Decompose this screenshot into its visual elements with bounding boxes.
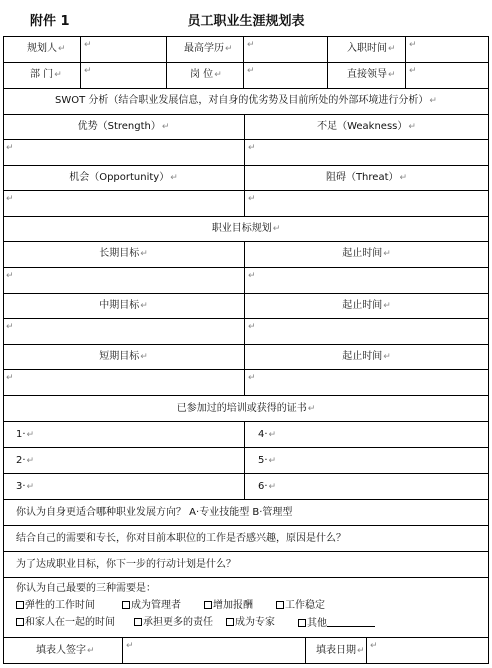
education-label: 最高学历↵: [184, 43, 233, 54]
needs-option-manager[interactable]: 成为管理者: [122, 600, 181, 612]
checkbox[interactable]: [298, 619, 306, 627]
mid-term-field[interactable]: ↵: [6, 322, 14, 332]
checkbox[interactable]: [16, 618, 24, 626]
row-line: [3, 88, 489, 89]
row-line: [3, 318, 489, 319]
mid-term-period-field[interactable]: ↵: [248, 322, 256, 332]
col-line: [80, 36, 81, 88]
checkbox[interactable]: [226, 618, 234, 626]
col-line: [305, 637, 306, 664]
col-line: [244, 241, 245, 395]
col-line: [122, 637, 123, 664]
row-line: [3, 62, 489, 63]
entry-date-field[interactable]: ↵: [409, 40, 417, 50]
needs-option-stable[interactable]: 工作稳定: [276, 600, 325, 612]
training-item-3[interactable]: 3·↵: [16, 481, 35, 492]
checkbox[interactable]: [276, 601, 284, 609]
interest-question: 结合自己的需要和专长，你对目前本职位的工作是否感兴趣，原因是什么？: [16, 533, 346, 544]
training-heading: 已参加过的培训或获得的证书↵: [176, 403, 316, 414]
planner-label: 规划人↵: [27, 43, 66, 54]
opportunity-label: 机会（Opportunity）↵: [69, 172, 178, 183]
needs-prompt: 你认为自己最要的三种需要是：: [16, 583, 156, 594]
col-line: [327, 36, 328, 88]
mid-term-label: 中期目标↵: [99, 300, 148, 311]
direction-question: 你认为自身更适合哪种职业发展方向？ A·专业技能型 B·管理型: [16, 507, 293, 518]
training-item-1[interactable]: 1·↵: [16, 429, 35, 440]
goals-heading: 职业目标规划↵: [211, 223, 281, 234]
col-line: [366, 637, 367, 664]
education-field[interactable]: ↵: [247, 40, 255, 50]
weakness-label: 不足（Weakness）↵: [317, 121, 416, 132]
signature-field[interactable]: ↵: [126, 641, 134, 651]
date-label: 填表日期↵: [316, 645, 365, 656]
opportunity-field[interactable]: ↵: [6, 194, 14, 204]
needs-option-expert[interactable]: 成为专家: [226, 617, 275, 629]
row-line: [3, 447, 489, 448]
row-line: [3, 344, 489, 345]
long-term-period-field[interactable]: ↵: [248, 271, 256, 281]
action-plan-question: 为了达成职业目标，你下一步的行动计划是什么？: [16, 559, 236, 570]
position-label: 岗 位↵: [190, 69, 222, 80]
date-field[interactable]: ↵: [370, 641, 378, 651]
needs-option-responsibility[interactable]: 承担更多的责任: [134, 617, 213, 629]
supervisor-field[interactable]: ↵: [409, 66, 417, 76]
row-line: [3, 216, 489, 217]
signature-label: 填表人签字↵: [36, 645, 95, 656]
strength-field[interactable]: ↵: [6, 143, 14, 153]
row-line: [3, 114, 489, 115]
mid-term-period-label: 起止时间↵: [342, 300, 391, 311]
training-item-4[interactable]: 4·↵: [258, 429, 277, 440]
strength-label: 优势（Strength）↵: [77, 121, 170, 132]
planner-field[interactable]: ↵: [84, 40, 92, 50]
row-line: [3, 139, 489, 140]
row-line: [3, 637, 489, 638]
checkbox[interactable]: [16, 601, 24, 609]
department-field[interactable]: ↵: [84, 66, 92, 76]
checkbox[interactable]: [122, 601, 130, 609]
row-line: [3, 165, 489, 166]
row-line: [3, 267, 489, 268]
row-line: [3, 395, 489, 396]
department-label: 部 门↵: [30, 69, 62, 80]
threat-field[interactable]: ↵: [248, 194, 256, 204]
long-term-label: 长期目标↵: [99, 248, 148, 259]
row-line: [3, 369, 489, 370]
long-term-period-label: 起止时间↵: [342, 248, 391, 259]
col-line: [244, 421, 245, 499]
row-line: [3, 421, 489, 422]
row-line: [3, 241, 489, 242]
col-line: [405, 36, 406, 88]
other-blank[interactable]: [327, 617, 375, 627]
needs-option-other[interactable]: 其他: [298, 617, 375, 630]
short-term-period-label: 起止时间↵: [342, 351, 391, 362]
short-term-period-field[interactable]: ↵: [248, 373, 256, 383]
entry-date-label: 入职时间↵: [347, 43, 396, 54]
row-line: [3, 293, 489, 294]
training-item-5[interactable]: 5·↵: [258, 455, 277, 466]
supervisor-label: 直接领导↵: [347, 69, 396, 80]
row-line: [3, 190, 489, 191]
training-item-2[interactable]: 2·↵: [16, 455, 35, 466]
training-item-6[interactable]: 6·↵: [258, 481, 277, 492]
long-term-field[interactable]: ↵: [6, 271, 14, 281]
row-line: [3, 551, 489, 552]
position-field[interactable]: ↵: [247, 66, 255, 76]
needs-option-pay[interactable]: 增加报酬: [204, 600, 253, 612]
col-line: [166, 36, 167, 88]
row-line: [3, 577, 489, 578]
row-line: [3, 499, 489, 500]
threat-label: 阻碍（Threat）↵: [325, 172, 408, 183]
checkbox[interactable]: [204, 601, 212, 609]
needs-option-family[interactable]: 和家人在一起的时间: [16, 617, 115, 629]
needs-option-flex-time[interactable]: 弹性的工作时间: [16, 600, 95, 612]
short-term-label: 短期目标↵: [99, 351, 148, 362]
weakness-field[interactable]: ↵: [248, 143, 256, 153]
form-title: 员工职业生涯规划表: [187, 14, 305, 29]
short-term-field[interactable]: ↵: [6, 373, 14, 383]
annex-label: 附件 1: [30, 14, 70, 29]
row-line: [3, 525, 489, 526]
col-line: [243, 36, 244, 88]
row-line: [3, 473, 489, 474]
checkbox[interactable]: [134, 618, 142, 626]
swot-heading: SWOT 分析（结合职业发展信息，对自身的优劣势及目前所处的外部环境进行分析）↵: [55, 95, 437, 106]
